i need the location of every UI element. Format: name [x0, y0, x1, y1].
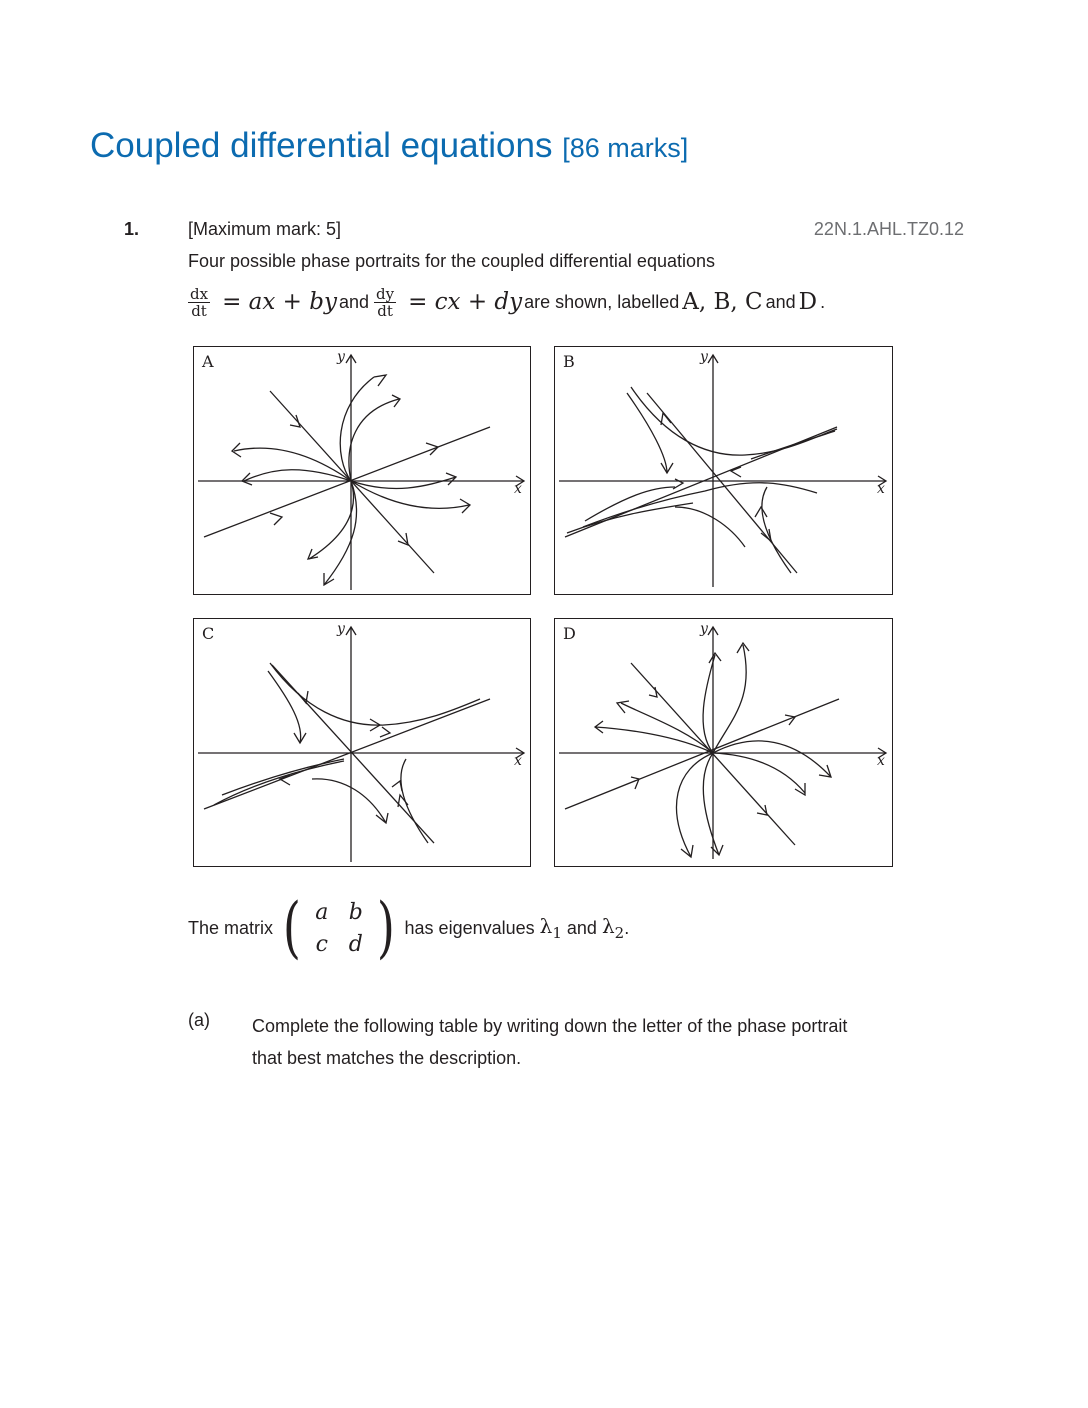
fraction-numerator: dx — [190, 284, 209, 303]
phase-portrait-d — [554, 618, 893, 867]
fraction-denominator: dt — [377, 301, 393, 320]
matrix-entries — [305, 896, 373, 960]
shown-text: are shown, labelled — [524, 291, 680, 312]
matrix-entry-b: b — [348, 899, 363, 925]
portrait-labels: A, B, C — [682, 289, 763, 315]
phase-portrait-c — [193, 618, 531, 867]
phase-portrait-d-graphic — [555, 619, 892, 866]
question-intro: Four possible phase portraits for the coupled differential equations — [188, 251, 715, 271]
x-axis-label: x — [514, 753, 522, 769]
left-paren: ( — [282, 889, 301, 966]
phase-portrait-a — [193, 346, 531, 595]
period: . — [820, 291, 826, 312]
fraction-dy-dt — [374, 286, 396, 319]
portrait-label-a: A — [202, 352, 214, 371]
eigenvalue-text: has eigenvalues — [404, 917, 535, 938]
phase-portrait-b — [554, 346, 893, 595]
lambda-2 — [602, 914, 624, 942]
equation-line — [188, 282, 825, 322]
lambda-symbol: λ — [601, 914, 615, 938]
section-title-text: Coupled differential equations — [90, 126, 553, 165]
fraction-numerator: dy — [376, 284, 395, 303]
phase-portrait-a-graphic — [194, 347, 530, 594]
subscript-2: 2 — [614, 924, 625, 942]
and-text-3: and — [566, 917, 597, 938]
maximum-mark: [Maximum mark: 5] — [188, 219, 342, 239]
x-axis-label: x — [877, 481, 885, 497]
lambda-1 — [540, 914, 562, 942]
matrix-entry-d: d — [348, 931, 363, 957]
matrix — [279, 889, 399, 966]
and-text: and — [338, 291, 369, 312]
equation-2-rhs: = cx + dy — [408, 289, 523, 315]
right-paren: ) — [376, 889, 395, 966]
question-number: 1. — [124, 219, 140, 239]
portrait-label-c: C — [202, 624, 215, 643]
fraction-dx-dt — [188, 286, 210, 319]
portrait-label-d: D — [563, 624, 576, 643]
matrix-sentence — [188, 890, 629, 966]
section-marks: [86 marks] — [562, 133, 689, 163]
y-axis-label: y — [700, 621, 708, 637]
and-text-2: and — [765, 291, 796, 312]
part-a-text: Complete the following table by writing down the letter of the phase portrait that best matches the description. — [252, 1016, 848, 1068]
portrait-label-b: B — [563, 352, 575, 371]
x-axis-label: x — [877, 753, 885, 769]
y-axis-label: y — [337, 621, 345, 637]
matrix-entry-c: c — [315, 931, 328, 957]
part-a-label: (a) — [188, 1010, 210, 1030]
phase-portrait-c-graphic — [194, 619, 530, 866]
x-axis-label: x — [514, 481, 522, 497]
equation-1-rhs: = ax + by — [222, 289, 337, 315]
fraction-denominator: dt — [191, 301, 207, 320]
subscript-1: 1 — [552, 924, 562, 942]
portrait-label-d: D — [798, 289, 818, 315]
period: . — [624, 917, 630, 938]
y-axis-label: y — [700, 349, 708, 365]
matrix-entry-a: a — [315, 899, 329, 925]
matrix-intro: The matrix — [188, 917, 274, 938]
question-code: 22N.1.AHL.TZ0.12 — [813, 219, 964, 239]
y-axis-label: y — [337, 349, 345, 365]
phase-portrait-b-graphic — [555, 347, 892, 594]
section-title — [90, 124, 688, 170]
lambda-symbol: λ — [539, 914, 553, 938]
